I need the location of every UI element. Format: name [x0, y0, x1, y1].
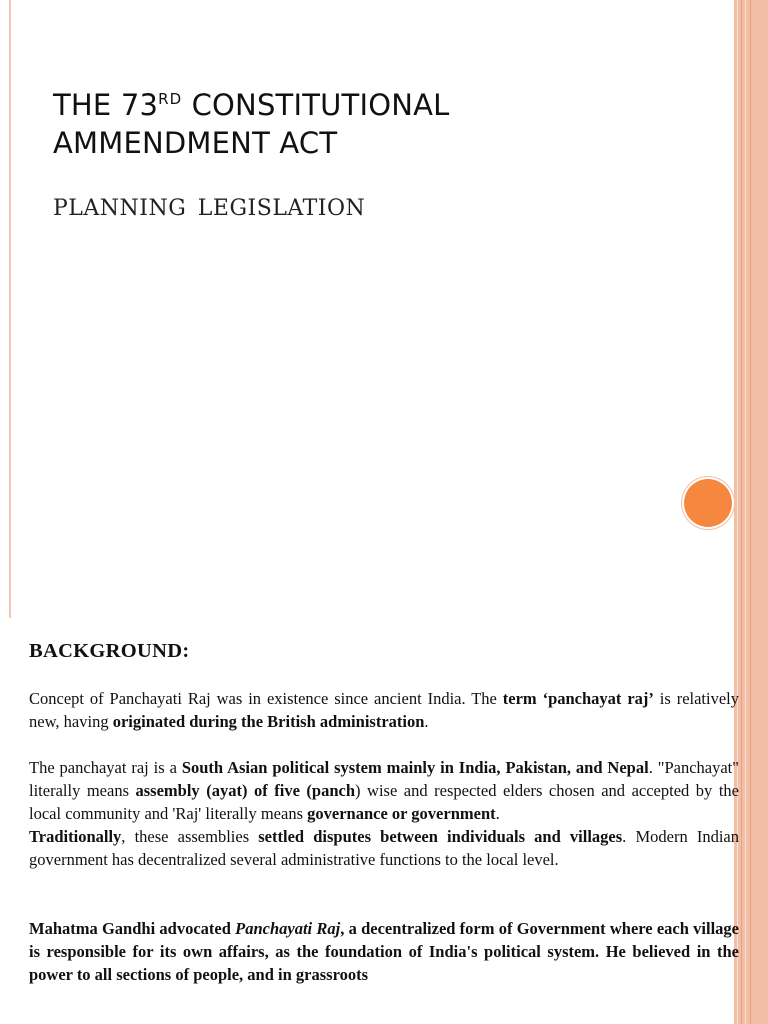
text-run: ) wise and respected elders chosen and accepted by the local community and 'Raj' literally means — [29, 781, 739, 823]
paragraph-traditional — [29, 825, 739, 871]
bold-text: originated during the British administration — [112, 712, 425, 731]
text-run: . "Panchayat" literally means — [29, 758, 739, 800]
bold-text: term ‘panchayat raj’ — [502, 689, 654, 708]
text-run: , these assemblies — [121, 827, 259, 846]
band-stripe — [750, 0, 751, 1024]
text-run: Mahatma Gandhi advocated — [29, 919, 236, 938]
band-stripe — [745, 0, 746, 1024]
text-run: . — [424, 712, 429, 731]
title-line1-number: THE 73 — [53, 88, 159, 122]
bold-text: Traditionally — [29, 827, 122, 846]
bold-text: settled disputes between individuals and villages — [258, 827, 623, 846]
text-run: Concept of Panchayati Raj was in existence since ancient India. The — [29, 689, 503, 708]
text-run: . Modern Indian government has decentralized several administrative functions to the local level. — [29, 827, 739, 869]
bold-text: governance or government — [307, 804, 496, 823]
title-line2: AMMENDMENT ACT — [53, 126, 338, 160]
orange-circle-decoration — [684, 479, 732, 527]
slide-title — [53, 80, 450, 162]
slide-subtitle: PLANNING LEGISLATION — [53, 196, 366, 221]
text-run: is relatively new, having — [29, 689, 740, 731]
paragraph-concept — [29, 687, 739, 733]
bold-text: South Asian political system mainly in India, Pakistan, and Nepal — [181, 758, 649, 777]
background-heading: BACKGROUND: — [29, 640, 190, 662]
bold-text: assembly (ayat) of five (panch — [135, 781, 356, 800]
title-line1-rest: CONSTITUTIONAL — [182, 88, 450, 122]
background-slide — [29, 640, 739, 986]
spacer — [29, 871, 739, 917]
spacer — [29, 733, 739, 756]
paragraph-definition — [29, 756, 739, 825]
title-superscript: RD — [158, 90, 183, 108]
slide-right-decorative-bands — [734, 0, 768, 1024]
paragraph-gandhi — [29, 917, 739, 986]
text-run: The panchayat raj is a — [29, 758, 182, 777]
band-stripe — [741, 0, 742, 1024]
italic-text: Panchayati Raj — [235, 919, 341, 938]
text-run: , a decentralized form of Government where each village is responsible for its own affairs, as the foundation of India's political system. He believed in the power to all sections of people, and in grassroots — [29, 919, 739, 984]
text-run: . — [495, 804, 500, 823]
